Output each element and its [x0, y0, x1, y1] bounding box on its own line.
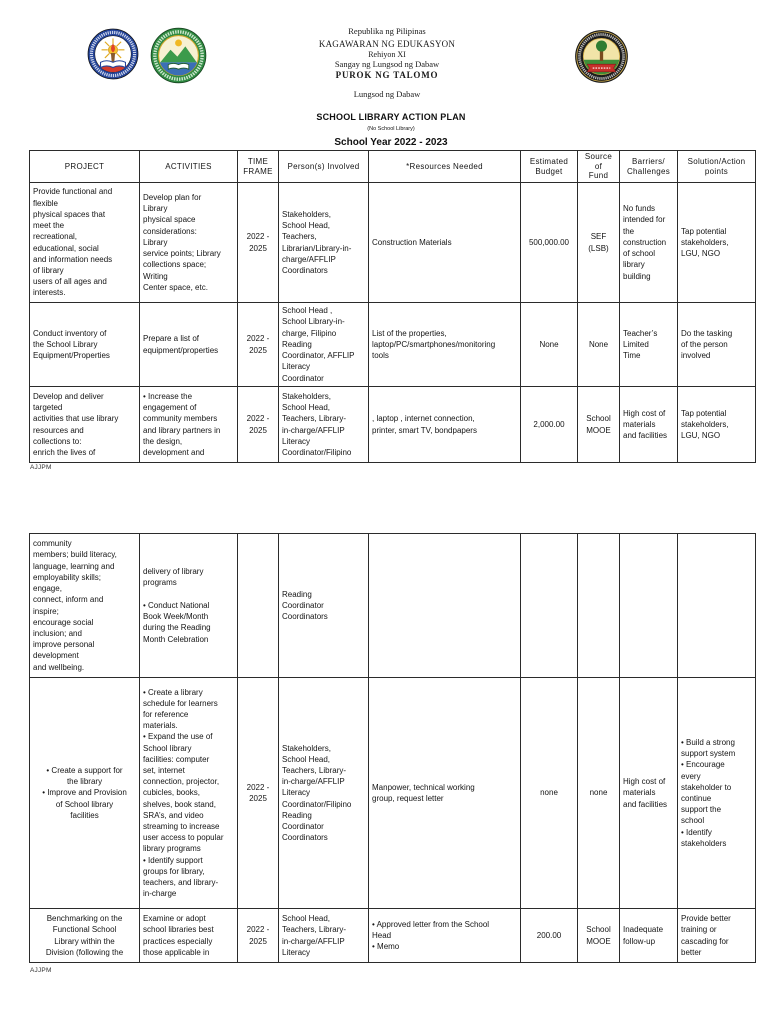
cell-barriers-challenges: No funds intended for the construction of school library building — [620, 183, 678, 303]
header-cell-resources-needed: *Resources Needed — [369, 151, 521, 183]
region-line: Rehiyon XI — [368, 50, 406, 59]
cell-resources-needed: • Approved letter from the School Head • Memo — [369, 909, 521, 963]
cell-persons-involved: Stakeholders, School Head, Teachers, Library- in-charge/AFFLIP Literacy Coordinator/Filipino — [279, 387, 369, 463]
cell-source-of-fund — [578, 534, 620, 678]
header-cell-barriers-challenges: Barriers/ Challenges — [620, 151, 678, 183]
cell-resources-needed: Manpower, technical working group, request letter — [369, 678, 521, 909]
cell-estimated-budget: None — [521, 303, 578, 387]
cell-project: Conduct inventory of the School Library Equipment/Properties — [30, 303, 140, 387]
cell-persons-involved: School Head, Teachers, Library- in-charge/AFFLIP Literacy — [279, 909, 369, 963]
table-row — [30, 678, 756, 909]
header-cell-project: PROJECT — [30, 151, 140, 183]
cell-source-of-fund: School MOOE — [578, 387, 620, 463]
division-line: Sangay ng Lungsod ng Dabaw — [334, 59, 440, 69]
cell-persons-involved: Reading Coordinator Coordinators — [279, 534, 369, 678]
cell-project: Develop and deliver targeted activities that use library resources and collections to: enrich the lives of — [30, 387, 140, 463]
header-cell-persons-involved: Person(s) Involved — [279, 151, 369, 183]
cell-barriers-challenges: Teacher’s Limited Time — [620, 303, 678, 387]
header-cell-estimated-budget: Estimated Budget — [521, 151, 578, 183]
cell-barriers-challenges: High cost of materials and facilities — [620, 387, 678, 463]
cell-time-frame: 2022 - 2025 — [238, 303, 279, 387]
document-title: SCHOOL LIBRARY ACTION PLAN — [316, 112, 466, 122]
table-row — [30, 534, 756, 678]
cell-barriers-challenges: High cost of materials and facilities — [620, 678, 678, 909]
deped-seal-icon — [87, 28, 139, 80]
cell-source-of-fund: SEF (LSB) — [578, 183, 620, 303]
document-subtitle: (No School Library) — [367, 126, 415, 132]
department-line: KAGAWARAN NG EDUKASYON — [318, 38, 456, 49]
school-seal-icon — [574, 29, 629, 84]
cell-project: • Create a support for the library • Improve and Provision of School library facilities — [30, 678, 140, 909]
cell-persons-involved: Stakeholders, School Head, Teachers, Librarian/Library-in- charge/AFFLIP Coordinators — [279, 183, 369, 303]
cell-barriers-challenges — [620, 534, 678, 678]
table-row — [30, 303, 756, 387]
cell-solution-action-points: Tap potential stakeholders, LGU, NGO — [678, 183, 756, 303]
cell-activities: delivery of library programs • Conduct National Book Week/Month during the Reading Month Celebration — [140, 534, 238, 678]
cell-activities: Examine or adopt school libraries best practices especially those applicable in — [140, 909, 238, 963]
cell-time-frame: 2022 - 2025 — [238, 909, 279, 963]
cell-solution-action-points: • Build a strong support system • Encourage every stakeholder to continue support the school • Identify stakeholders — [678, 678, 756, 909]
cell-time-frame: 2022 - 2025 — [238, 183, 279, 303]
school-year: School Year 2022 - 2023 — [334, 137, 448, 148]
cell-barriers-challenges: Inadequate follow-up — [620, 909, 678, 963]
cell-time-frame — [238, 534, 279, 678]
cell-source-of-fund: School MOOE — [578, 909, 620, 963]
cell-persons-involved: Stakeholders, School Head, Teachers, Library- in-charge/AFFLIP Literacy Coordinator/Filipino Reading Coordinator Coordinators — [279, 678, 369, 909]
cell-project: Benchmarking on the Functional School Library within the Division (following the — [30, 909, 140, 963]
table-header-row — [30, 151, 756, 183]
cell-project: Provide functional and flexible physical spaces that meet the recreational, educational, social and information needs of library users of all ages and interests. — [30, 183, 140, 303]
cell-resources-needed — [369, 534, 521, 678]
page-mark: AJJPM — [30, 464, 52, 471]
cell-resources-needed: List of the properties, laptop/PC/smartphones/monitoring tools — [369, 303, 521, 387]
header-cell-source-of-fund: Source of Fund — [578, 151, 620, 183]
cell-project: community members; build literacy, language, learning and employability skills; engage, connect, inform and inspire; encourage social inclusion; and improve personal development and wellbeing. — [30, 534, 140, 678]
header-cell-solution-action-points: Solution/Action points — [678, 151, 756, 183]
cell-activities: Develop plan for Library physical space considerations: Library service points; Library collections space; Writing Center space, etc. — [140, 183, 238, 303]
cell-activities: • Increase the engagement of community members and library partners in the design, development and — [140, 387, 238, 463]
district-line: PUROK NG TALOMO — [335, 69, 439, 80]
table-row — [30, 387, 756, 463]
cell-resources-needed: Construction Materials — [369, 183, 521, 303]
cell-activities: • Create a library schedule for learners for reference materials. • Expand the use of School library facilities: computer set, internet connection, projector, cubicles, books, shelves, book stand, SRA’s, and video streaming to increase user access to popular library programs • Identify support groups for library, teachers, and library- in-charge — [140, 678, 238, 909]
republic-line: Republika ng Pilipinas — [348, 26, 426, 36]
city-line: Lungsod ng Dabaw — [353, 89, 421, 99]
cell-activities: Prepare a list of equipment/properties — [140, 303, 238, 387]
cell-estimated-budget: 2,000.00 — [521, 387, 578, 463]
division-seal-icon — [150, 27, 207, 84]
table-row — [30, 909, 756, 963]
cell-solution-action-points: Provide better training or cascading for better — [678, 909, 756, 963]
cell-source-of-fund: None — [578, 303, 620, 387]
cell-solution-action-points: Tap potential stakeholders, LGU, NGO — [678, 387, 756, 463]
cell-estimated-budget — [521, 534, 578, 678]
cell-persons-involved: School Head , School Library-in- charge, Filipino Reading Coordinator, AFFLIP Literacy Coordinator — [279, 303, 369, 387]
header-cell-time-frame: TIME FRAME — [238, 151, 279, 183]
cell-time-frame: 2022 - 2025 — [238, 387, 279, 463]
cell-estimated-budget: 500,000.00 — [521, 183, 578, 303]
cell-resources-needed: , laptop , internet connection, printer, smart TV, bondpapers — [369, 387, 521, 463]
cell-time-frame: 2022 - 2025 — [238, 678, 279, 909]
cell-estimated-budget: 200.00 — [521, 909, 578, 963]
action-plan-table-page-2 — [29, 533, 756, 963]
action-plan-table-page-1 — [29, 150, 756, 463]
cell-solution-action-points — [678, 534, 756, 678]
cell-estimated-budget: none — [521, 678, 578, 909]
header-cell-activities: ACTIVITIES — [140, 151, 238, 183]
page-mark: AJJPM — [30, 967, 52, 974]
cell-source-of-fund: none — [578, 678, 620, 909]
cell-solution-action-points: Do the tasking of the person involved — [678, 303, 756, 387]
table-row — [30, 183, 756, 303]
